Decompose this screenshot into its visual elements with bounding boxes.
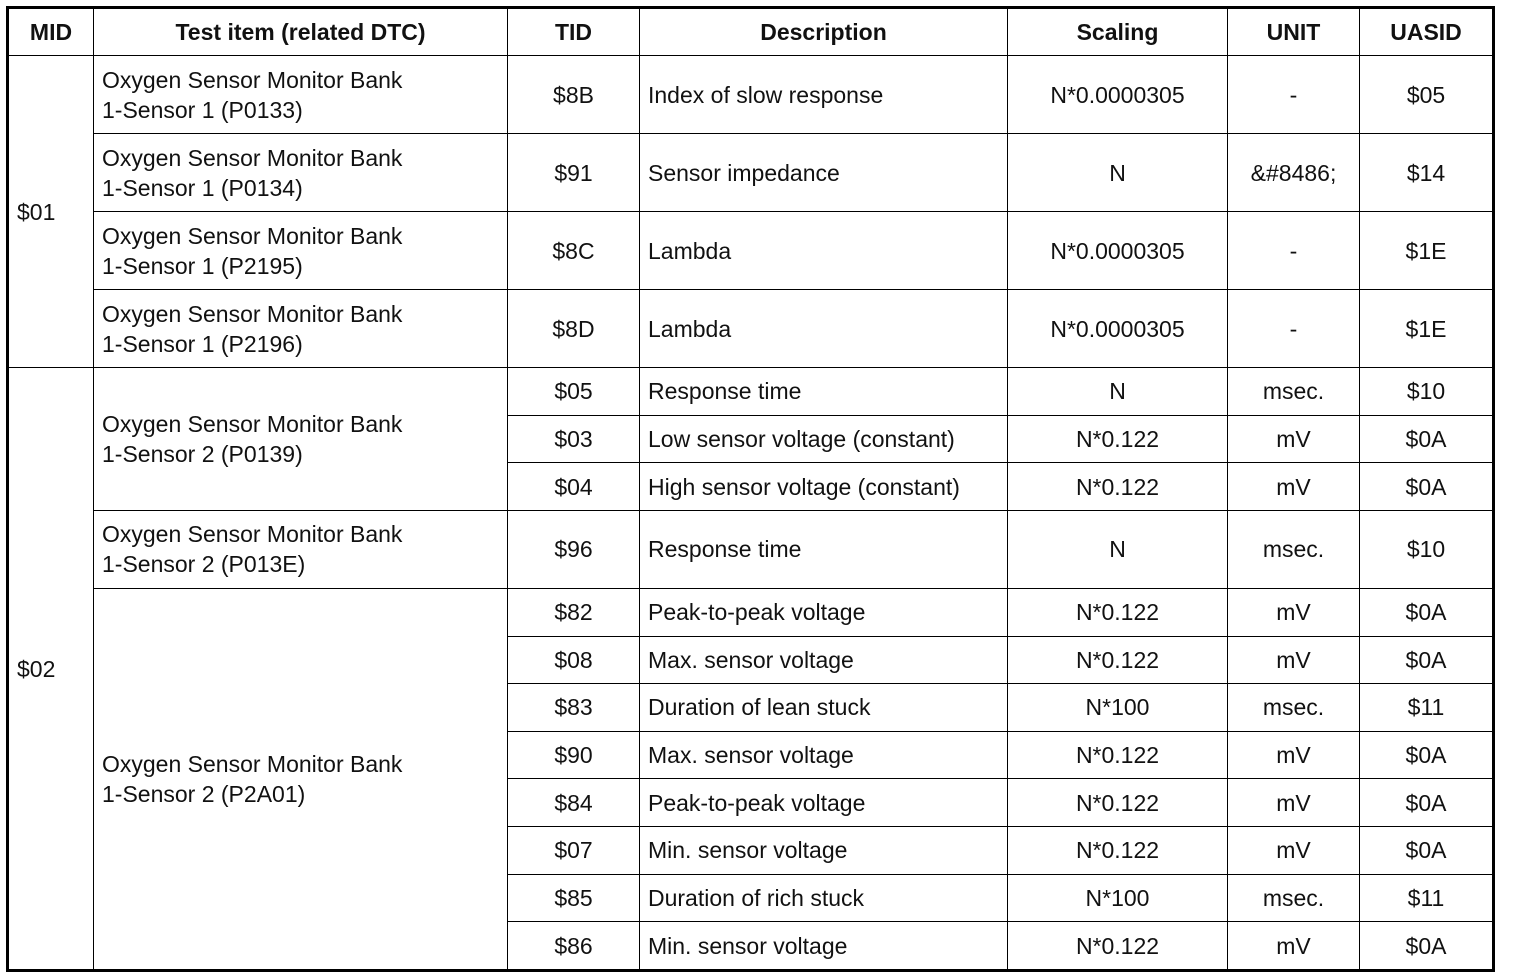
description-cell: Duration of lean stuck bbox=[640, 684, 1008, 732]
test-item-cell bbox=[94, 212, 508, 290]
description-cell: Min. sensor voltage bbox=[640, 826, 1008, 874]
unit-cell: msec. bbox=[1228, 874, 1360, 922]
unit-cell: mV bbox=[1228, 779, 1360, 827]
header-uasid: UASID bbox=[1360, 8, 1494, 56]
table-row bbox=[8, 134, 1494, 212]
description-cell: Low sensor voltage (constant) bbox=[640, 415, 1008, 463]
uasid-cell: $0A bbox=[1360, 463, 1494, 511]
test-item-line: Oxygen Sensor Monitor Bank bbox=[102, 66, 403, 93]
scaling-cell: N*100 bbox=[1008, 684, 1228, 732]
uasid-cell: $0A bbox=[1360, 588, 1494, 636]
tid-cell: $90 bbox=[508, 731, 640, 779]
unit-cell: - bbox=[1228, 212, 1360, 290]
test-item-line: Oxygen Sensor Monitor Bank bbox=[102, 300, 403, 327]
scaling-cell: N*0.122 bbox=[1008, 463, 1228, 511]
description-cell: Lambda bbox=[640, 212, 1008, 290]
scaling-cell: N bbox=[1008, 368, 1228, 416]
description-cell: Peak-to-peak voltage bbox=[640, 779, 1008, 827]
description-cell: Peak-to-peak voltage bbox=[640, 588, 1008, 636]
tid-cell: $8D bbox=[508, 290, 640, 368]
unit-cell: - bbox=[1228, 290, 1360, 368]
header-mid: MID bbox=[8, 8, 94, 56]
test-item-line: 1-Sensor 1 (P0133) bbox=[102, 96, 303, 123]
tid-cell: $03 bbox=[508, 415, 640, 463]
test-item-cell bbox=[94, 368, 508, 511]
unit-cell: mV bbox=[1228, 922, 1360, 971]
header-unit: UNIT bbox=[1228, 8, 1360, 56]
uasid-cell: $10 bbox=[1360, 368, 1494, 416]
uasid-cell: $0A bbox=[1360, 415, 1494, 463]
unit-cell: mV bbox=[1228, 588, 1360, 636]
obd-test-table bbox=[6, 6, 1495, 972]
scaling-cell: N*0.122 bbox=[1008, 415, 1228, 463]
test-item-line: 1-Sensor 2 (P2A01) bbox=[102, 780, 306, 807]
tid-cell: $8C bbox=[508, 212, 640, 290]
scaling-cell: N*100 bbox=[1008, 874, 1228, 922]
scaling-cell: N*0.0000305 bbox=[1008, 212, 1228, 290]
tid-cell: $83 bbox=[508, 684, 640, 732]
test-item-cell bbox=[94, 290, 508, 368]
unit-cell: mV bbox=[1228, 636, 1360, 684]
description-cell: Lambda bbox=[640, 290, 1008, 368]
uasid-cell: $1E bbox=[1360, 212, 1494, 290]
table-row bbox=[8, 368, 1494, 416]
uasid-cell: $0A bbox=[1360, 731, 1494, 779]
uasid-cell: $0A bbox=[1360, 636, 1494, 684]
uasid-cell: $14 bbox=[1360, 134, 1494, 212]
header-test-item: Test item (related DTC) bbox=[94, 8, 508, 56]
test-item-line: 1-Sensor 1 (P0134) bbox=[102, 174, 303, 201]
description-cell: Duration of rich stuck bbox=[640, 874, 1008, 922]
tid-cell: $86 bbox=[508, 922, 640, 971]
test-item-line: 1-Sensor 1 (P2196) bbox=[102, 330, 303, 357]
table-row bbox=[8, 212, 1494, 290]
test-item-line: Oxygen Sensor Monitor Bank bbox=[102, 750, 403, 777]
header-description: Description bbox=[640, 8, 1008, 56]
header-row bbox=[8, 8, 1494, 56]
unit-cell: msec. bbox=[1228, 684, 1360, 732]
tid-cell: $91 bbox=[508, 134, 640, 212]
tid-cell: $07 bbox=[508, 826, 640, 874]
description-cell: Response time bbox=[640, 510, 1008, 588]
test-item-cell bbox=[94, 56, 508, 134]
scaling-cell: N*0.0000305 bbox=[1008, 290, 1228, 368]
table-row bbox=[8, 290, 1494, 368]
scaling-cell: N*0.122 bbox=[1008, 779, 1228, 827]
header-scaling: Scaling bbox=[1008, 8, 1228, 56]
test-item-line: Oxygen Sensor Monitor Bank bbox=[102, 222, 403, 249]
description-cell: Sensor impedance bbox=[640, 134, 1008, 212]
test-item-cell bbox=[94, 588, 508, 970]
test-item-line: 1-Sensor 1 (P2195) bbox=[102, 252, 303, 279]
tid-cell: $05 bbox=[508, 368, 640, 416]
test-item-line: Oxygen Sensor Monitor Bank bbox=[102, 521, 403, 548]
unit-cell: &#8486; bbox=[1228, 134, 1360, 212]
table-row bbox=[8, 510, 1494, 588]
scaling-cell: N bbox=[1008, 134, 1228, 212]
uasid-cell: $0A bbox=[1360, 826, 1494, 874]
description-cell: Index of slow response bbox=[640, 56, 1008, 134]
table-row bbox=[8, 56, 1494, 134]
tid-cell: $84 bbox=[508, 779, 640, 827]
scaling-cell: N*0.122 bbox=[1008, 731, 1228, 779]
unit-cell: msec. bbox=[1228, 510, 1360, 588]
description-cell: Max. sensor voltage bbox=[640, 731, 1008, 779]
scaling-cell: N*0.122 bbox=[1008, 636, 1228, 684]
description-cell: Max. sensor voltage bbox=[640, 636, 1008, 684]
table-row bbox=[8, 588, 1494, 636]
scaling-cell: N*0.122 bbox=[1008, 922, 1228, 971]
test-item-cell bbox=[94, 510, 508, 588]
uasid-cell: $11 bbox=[1360, 684, 1494, 732]
description-cell: Min. sensor voltage bbox=[640, 922, 1008, 971]
test-item-line: 1-Sensor 2 (P0139) bbox=[102, 440, 303, 467]
scaling-cell: N*0.0000305 bbox=[1008, 56, 1228, 134]
scaling-cell: N bbox=[1008, 510, 1228, 588]
uasid-cell: $1E bbox=[1360, 290, 1494, 368]
uasid-cell: $0A bbox=[1360, 779, 1494, 827]
tid-cell: $8B bbox=[508, 56, 640, 134]
scaling-cell: N*0.122 bbox=[1008, 588, 1228, 636]
unit-cell: - bbox=[1228, 56, 1360, 134]
tid-cell: $04 bbox=[508, 463, 640, 511]
unit-cell: mV bbox=[1228, 731, 1360, 779]
uasid-cell: $11 bbox=[1360, 874, 1494, 922]
test-item-line: Oxygen Sensor Monitor Bank bbox=[102, 144, 403, 171]
mid-cell: $02 bbox=[8, 368, 94, 971]
uasid-cell: $10 bbox=[1360, 510, 1494, 588]
tid-cell: $08 bbox=[508, 636, 640, 684]
unit-cell: mV bbox=[1228, 826, 1360, 874]
test-item-line: Oxygen Sensor Monitor Bank bbox=[102, 410, 403, 437]
header-tid: TID bbox=[508, 8, 640, 56]
tid-cell: $82 bbox=[508, 588, 640, 636]
uasid-cell: $05 bbox=[1360, 56, 1494, 134]
unit-cell: msec. bbox=[1228, 368, 1360, 416]
description-cell: High sensor voltage (constant) bbox=[640, 463, 1008, 511]
tid-cell: $85 bbox=[508, 874, 640, 922]
mid-cell: $01 bbox=[8, 56, 94, 368]
description-cell: Response time bbox=[640, 368, 1008, 416]
unit-cell: mV bbox=[1228, 463, 1360, 511]
scaling-cell: N*0.122 bbox=[1008, 826, 1228, 874]
test-item-cell bbox=[94, 134, 508, 212]
unit-cell: mV bbox=[1228, 415, 1360, 463]
uasid-cell: $0A bbox=[1360, 922, 1494, 971]
tid-cell: $96 bbox=[508, 510, 640, 588]
test-item-line: 1-Sensor 2 (P013E) bbox=[102, 551, 306, 578]
